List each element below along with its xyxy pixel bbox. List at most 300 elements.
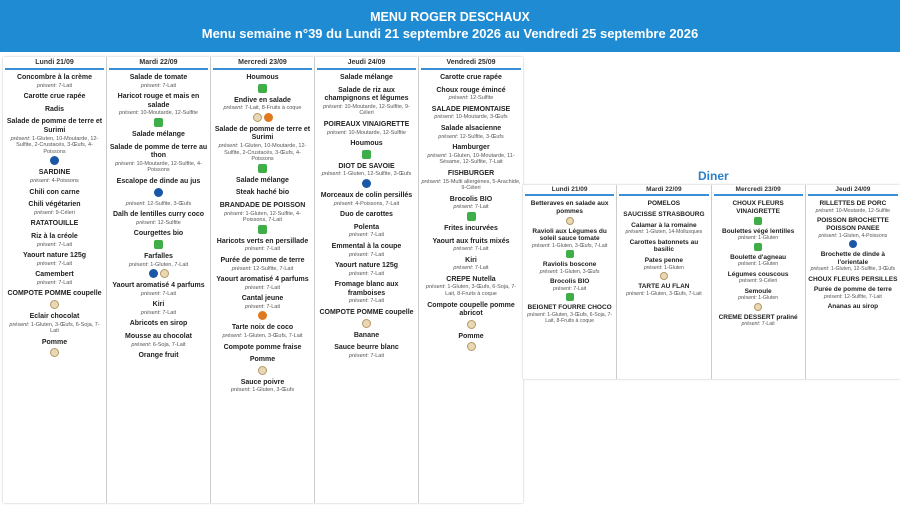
dish-list: [315, 70, 418, 359]
day-column: [315, 57, 419, 503]
dish-name: Haricot rouge et mais en salade: [117, 93, 200, 109]
dish-labels: [317, 150, 416, 159]
dish-name: Compote coupelle pomme abricot: [427, 301, 515, 318]
dish-allergens: présent: 7-Lait, 8-Fruits à coque: [223, 105, 302, 112]
menu-dish: [5, 271, 104, 286]
dish-allergens: présent: 7-Lait: [244, 246, 281, 253]
dish-name: RATATOUILLE: [30, 220, 79, 228]
menu-dish: [317, 309, 416, 328]
dish-name: FISHBURGER: [447, 169, 495, 177]
local-produce-icon: [754, 303, 762, 311]
present-label: présent: [425, 284, 445, 291]
ab-bio-icon: [754, 243, 762, 251]
menu-dish: [109, 320, 208, 329]
present-label: présent: [348, 298, 368, 305]
present-label: présent: [244, 246, 264, 253]
present-label: présent: [453, 204, 472, 211]
allergen-list: 9-Céleri: [55, 209, 75, 216]
present-label: présent: [348, 232, 368, 239]
menu-dish: [109, 211, 208, 226]
present-label: présent: [222, 333, 241, 340]
menu-dish: [808, 200, 898, 214]
menu-dish: [525, 261, 614, 275]
dish-list: [419, 70, 523, 351]
allergen-list: 1-Gluten, 3-Œufs, 6-Soja, 7-Lait, 8-Fruits à coque: [545, 312, 613, 325]
allergen-list: 1-Gluten, 12-Sulfite, 3-Œufs: [343, 171, 412, 178]
present-label: présent: [815, 207, 833, 214]
menu-dish: [5, 339, 104, 358]
dish-allergens: présent: 7-Lait: [36, 279, 73, 286]
dish-labels: [5, 156, 104, 165]
menu-dish: [213, 324, 312, 339]
local-produce-icon: [362, 319, 371, 328]
menu-dish: [5, 313, 104, 335]
menu-dish: [109, 253, 208, 278]
present-label: présent: [438, 133, 457, 140]
allergen-list: 7-Lait: [474, 265, 489, 272]
dish-allergens: présent: 7-Lait: [36, 82, 73, 89]
allergen-list: 7-Lait: [266, 246, 281, 253]
present-label: présent: [244, 284, 264, 291]
allergen-list: 4-Poissons, 7-Lait: [355, 200, 400, 207]
menu-dish: [213, 74, 312, 93]
dish-allergens: présent: 1-Gluten, 14-Mollusques: [625, 229, 703, 236]
dish-labels: [317, 319, 416, 328]
dish-allergens: présent: 7-Lait: [244, 284, 281, 291]
dish-name: Boulettes végé lentilles: [722, 227, 795, 235]
day-header: Jeudi 24/09: [808, 185, 898, 196]
dish-name: POMELOS: [647, 200, 681, 207]
dish-allergens: présent: 7-Lait: [453, 246, 489, 253]
allergen-list: 7-Lait: [162, 290, 177, 297]
menu-dish: [213, 189, 312, 198]
dish-allergens: présent: 7-Lait: [36, 241, 73, 248]
dish-name: Carotte crue rapée: [23, 93, 86, 101]
dish-allergens: présent: 7-Lait: [348, 270, 385, 277]
dish-allergens: présent: 12-Sulfite: [448, 95, 494, 102]
local-produce-icon: [50, 348, 59, 357]
allergen-list: 9-Céleri: [759, 278, 778, 285]
menu-dish: [317, 332, 416, 341]
menu-dish: [421, 238, 521, 253]
menu-dish: [109, 178, 208, 197]
french-origin-icon: [154, 188, 163, 197]
dish-name: Brocolis BIO: [549, 278, 590, 286]
menu-dish: [808, 276, 898, 284]
allergen-list: 7-Lait: [58, 82, 73, 89]
dish-allergens: présent: 12-Sulfite, 7-Lait: [823, 294, 882, 301]
menu-dish: [525, 278, 614, 301]
dish-name: Orange fruit: [138, 352, 179, 360]
menu-dish: [5, 189, 104, 198]
present-label: présent: [553, 286, 571, 293]
dish-allergens: présent: 9-Céleri: [738, 278, 778, 285]
dish-labels: [213, 84, 312, 93]
present-label: présent: [140, 290, 160, 297]
allergen-list: 7-Lait: [370, 251, 385, 258]
present-label: présent: [453, 246, 472, 253]
ab-bio-icon: [467, 212, 476, 221]
local-produce-icon: [660, 272, 668, 280]
menu-dish: [525, 200, 614, 225]
dish-allergens: présent: 10-Moutarde, 3-Œufs: [434, 114, 508, 121]
menu-dish: [421, 302, 521, 329]
present-label: présent: [244, 303, 264, 310]
dish-labels: [213, 113, 312, 122]
dish-name: Yaourt nature 125g: [22, 252, 87, 260]
dish-name: Sauce poivre: [240, 378, 285, 386]
present-label: présent: [30, 177, 49, 184]
ab-bio-icon: [566, 293, 574, 301]
dish-allergens: présent: 1-Gluten, 10-Moutarde, 11-Sésame, 12-Sulfite, 7-Lait: [427, 152, 515, 166]
menu-dish: [213, 257, 312, 272]
menu-dish: [109, 282, 208, 297]
dish-allergens: présent: 1-Gluten, 3-Œufs, 6-Soja, 7-Lait, 8-Fruits à coque: [425, 284, 517, 298]
menu-dish: [5, 233, 104, 248]
french-origin-icon: [50, 156, 59, 165]
menu-dish: [109, 352, 208, 361]
menu-dish: [421, 170, 521, 192]
dish-allergens: présent: 1-Gluten, 4-Poissons: [818, 232, 888, 239]
dish-allergens: présent: 10-Moutarde, 12-Sulfite: [327, 129, 406, 136]
allergen-list: 7-Lait: [162, 309, 177, 316]
dish-name: Semoule: [744, 287, 772, 295]
dish-name: SAUCISSE STRASBOURG: [623, 210, 705, 218]
menu-dish: [213, 126, 312, 173]
present-label: présent: [115, 160, 134, 167]
allergen-list: 7-Lait: [58, 279, 73, 286]
dish-name: Endive en salade: [234, 96, 291, 104]
menu-dish: [619, 239, 708, 255]
dish-list: [806, 196, 900, 311]
present-label: présent: [527, 312, 545, 319]
french-origin-icon: [149, 269, 158, 278]
menu-dish: [808, 251, 898, 273]
dish-allergens: présent: 4-Poissons, 7-Lait: [333, 200, 400, 207]
dish-allergens: présent: 1-Gluten, 3-Œufs: [539, 269, 600, 276]
present-label: présent: [218, 142, 237, 149]
dish-name: Camembert: [35, 271, 74, 279]
allergen-list: 7-Lait: [370, 352, 385, 359]
diner-title: Diner: [698, 169, 729, 183]
dish-name: Frites incurvées: [444, 224, 498, 232]
present-label: présent: [427, 152, 446, 159]
dish-labels: [213, 164, 312, 173]
day-column: [211, 57, 315, 503]
present-label: présent: [539, 269, 558, 276]
dish-name: Houmous: [350, 140, 383, 148]
allergen-list: 4-Poissons: [51, 177, 79, 184]
dish-allergens: présent: 1-Gluten, 3-Œufs, 7-Lait: [626, 290, 702, 297]
dish-labels: [109, 118, 208, 127]
menu-dish: [317, 344, 416, 359]
present-label: présent: [10, 135, 29, 142]
present-label: présent: [136, 219, 155, 226]
menu-dish: [5, 93, 104, 102]
allergen-list: 7-Lait: [573, 286, 587, 293]
allergen-list: 7-Lait: [58, 241, 73, 248]
present-label: présent: [626, 290, 644, 297]
present-label: présent: [321, 171, 341, 178]
menu-dish: [317, 224, 416, 239]
menu-dish: [421, 144, 521, 166]
present-label: présent: [119, 110, 138, 117]
dish-name: Dalh de lentilles curry coco: [112, 211, 205, 219]
ab-bio-icon: [566, 250, 574, 258]
present-label: présent: [348, 352, 368, 359]
dish-name: Banane: [353, 331, 380, 339]
present-label: présent: [34, 209, 53, 216]
dish-allergens: présent: 7-Lait: [453, 265, 489, 272]
dish-name: Ravioli aux Légumes du soleil sauce tomate: [532, 227, 607, 243]
menu-dish: [421, 87, 521, 102]
menu-dish: [421, 276, 521, 298]
dish-allergens: présent: 10-Moutarde, 12-Sulfite, 9-Céleri: [323, 103, 410, 117]
dish-allergens: présent: 7-Lait: [348, 298, 385, 305]
allergen-list: 7-Lait: [266, 284, 281, 291]
allergen-list: 10-Moutarde, 3-Œufs: [455, 114, 508, 121]
dish-name: Ananas au sirop: [827, 303, 879, 311]
allergen-list: 7-Lait, 8-Fruits à coque: [244, 105, 302, 112]
allergen-list: 1-Gluten, 3-Œufs, 6-Soja, 7-Lait: [30, 321, 100, 335]
menu-dish: [808, 217, 898, 248]
dish-name: CREPE Nutella: [446, 275, 496, 283]
menu-dish: [714, 254, 803, 268]
dish-name: Mousse au chocolat: [125, 333, 192, 341]
dish-allergens: présent: 1-Gluten: [738, 261, 779, 268]
dish-allergens: présent: 12-Sulfite, 7-Lait: [231, 265, 294, 272]
menu-dish: [213, 202, 312, 234]
present-label: présent: [348, 270, 368, 277]
allergen-list: 1-Gluten, 3-Œufs, 7-Lait: [243, 333, 303, 340]
dish-allergens: présent: 7-Lait: [36, 260, 73, 267]
dish-labels: [109, 240, 208, 249]
dish-allergens: présent: 7-Lait: [140, 309, 177, 316]
dish-allergens: présent: 1-Gluten, 10-Moutarde, 12-Sulfite, 2-Crustacés, 3-Œufs, 4-Poissons: [10, 135, 99, 155]
dish-name: Sauce beurre blanc: [334, 344, 399, 352]
menu-dish: [213, 276, 312, 291]
menu-dish: [421, 74, 521, 83]
menu-dish: [213, 356, 312, 375]
present-label: présent: [434, 114, 453, 121]
dish-allergens: présent: 1-Gluten: [738, 295, 779, 302]
present-label: présent: [738, 295, 756, 302]
dish-labels: [714, 303, 803, 311]
allergen-list: 1-Gluten, 12-Sulfite, 3-Œufs: [830, 266, 896, 273]
present-label: présent: [128, 261, 148, 268]
present-label: présent: [818, 232, 836, 239]
dish-labels: [421, 342, 521, 351]
dish-allergens: présent: 1-Gluten, 3-Œufs, 6-Soja, 7-Lait: [9, 321, 100, 335]
dish-name: Duo de carottes: [340, 211, 393, 219]
dish-name: Salade de pomme de terre et Surimi: [6, 118, 103, 134]
allergen-list: 1-Gluten, 10-Moutarde, 12-Sulfite, 2-Crustacés, 3-Œufs, 4-Poissons: [224, 142, 307, 163]
present-label: présent: [333, 200, 353, 207]
dish-labels: [5, 300, 104, 309]
menu-dish: [5, 169, 104, 184]
dish-allergens: présent: 1-Gluten, 3-Œufs, 7-Lait: [531, 243, 608, 250]
allergen-list: 7-Lait: [58, 260, 73, 267]
menu-dish: [109, 144, 208, 174]
menu-dish: [213, 97, 312, 122]
dish-name: Eclair chocolat: [29, 313, 80, 321]
menu-week-subtitle: Menu semaine n°39 du Lundi 21 septembre 2026 au Vendredi 25 septembre 2026: [201, 26, 699, 41]
allergen-list: 1-Gluten, 14-Mollusques: [645, 229, 703, 236]
present-label: présent: [738, 278, 757, 285]
allergen-list: 1-Gluten, 3-Œufs, 6-Soja, 7-Lait, 8-Fruits à coque: [445, 284, 517, 298]
dish-name: Salade de pomme de terre et Surimi: [214, 125, 311, 142]
dish-name: Morceaux de colin persillés: [320, 191, 413, 199]
dish-labels: [317, 179, 416, 188]
menu-dish: [619, 222, 708, 236]
dish-allergens: présent: 7-Lait: [453, 204, 489, 211]
day-column: [3, 57, 107, 503]
dish-allergens: présent: 15-Multi allergènes, 5-Arachide, 9-Céleri: [421, 178, 521, 192]
allergen-list: 10-Moutarde, 12-Sulfite, 4-Poissons: [136, 160, 202, 174]
present-label: présent: [823, 294, 842, 301]
allergen-list: 12-Sulfite, 7-Lait: [844, 294, 882, 301]
french-origin-icon: [362, 179, 371, 188]
day-header: Jeudi 24/09: [317, 57, 416, 70]
dish-allergens: présent: 7-Lait: [348, 232, 385, 239]
menu-dish: [714, 288, 803, 311]
local-produce-icon: [258, 366, 267, 375]
dish-name: TARTE AU FLAN: [638, 283, 690, 291]
dish-labels: [619, 272, 708, 280]
present-label: présent: [140, 309, 160, 316]
menu-dish: [525, 228, 614, 259]
day-column: [107, 57, 211, 503]
day-column: [523, 185, 617, 379]
menu-dish: [317, 243, 416, 258]
dish-name: Tarte noix de coco: [231, 324, 294, 332]
day-column: [617, 185, 711, 379]
allergen-list: 12-Sulfite, 3-Œufs: [459, 133, 504, 140]
dish-name: Farfalles: [144, 252, 173, 260]
menu-dish: [213, 344, 312, 353]
allergen-list: 10-Moutarde, 12-Sulfite: [835, 207, 891, 214]
dish-labels: [714, 243, 803, 251]
allergen-list: 1-Gluten, 7-Lait: [150, 261, 189, 268]
present-label: présent: [738, 235, 756, 242]
dish-name: Pomme: [41, 338, 68, 346]
local-produce-icon: [566, 217, 574, 225]
dish-labels: [714, 217, 803, 225]
allergen-list: 1-Gluten, 3-Œufs, 7-Lait: [552, 243, 608, 250]
dish-name: CHOUX FLEURS PERSILLES: [808, 275, 898, 283]
allergen-list: 12-Sulfite: [470, 95, 494, 102]
dish-name: POISSON BROCHETTE POISSON PANEE: [816, 217, 889, 232]
menu-dish: [714, 314, 803, 328]
allergen-list: 1-Gluten, 3-Œufs: [559, 269, 600, 276]
allergen-list: 1-Gluten, 12-Sulfite, 4-Poissons, 7-Lait: [242, 210, 301, 224]
dish-list: [617, 196, 710, 297]
dish-allergens: présent: 10-Moutarde, 12-Sulfite: [815, 207, 891, 214]
allergen-list: 1-Gluten, 3-Œufs: [252, 387, 295, 394]
dish-labels: [421, 212, 521, 221]
dish-name: Pomme: [249, 356, 276, 364]
dish-name: DIOT DE SAVOIE: [338, 162, 395, 170]
dish-name: Houmous: [246, 74, 279, 81]
dish-allergens: présent: 1-Gluten: [643, 264, 684, 271]
present-label: présent: [231, 265, 251, 272]
dish-name: Purée de pomme de terre: [220, 256, 305, 264]
menu-dish: [109, 93, 208, 127]
dish-name: Calamar à la romaine: [631, 221, 697, 229]
dish-allergens: présent: 1-Gluten, 7-Lait: [128, 261, 189, 268]
dish-name: Polenta: [353, 223, 380, 231]
menu-dish: [619, 257, 708, 280]
day-header: Lundi 21/09: [525, 185, 614, 196]
dish-name: Yaourt aromatisé 4 parfums: [112, 282, 205, 290]
menu-dish: [213, 238, 312, 253]
dish-name: Yaourt aux fruits mixés: [432, 237, 510, 245]
dish-labels: [421, 320, 521, 329]
dish-list: [107, 70, 210, 361]
dish-name: Salade mélange: [236, 176, 289, 184]
menu-dish: [421, 106, 521, 121]
quality-label-icon: [258, 311, 267, 320]
menu-dish: [109, 333, 208, 348]
quality-label-icon: [264, 113, 273, 122]
dish-allergens: présent: 1-Gluten, 10-Moutarde, 12-Sulfite, 2-Crustacés, 3-Œufs, 4-Poissons: [218, 142, 307, 163]
diner-menu-grid: [523, 185, 900, 379]
present-label: présent: [323, 103, 342, 110]
dish-name: Radis: [44, 105, 65, 113]
dish-name: Boulette d'agneau: [730, 253, 787, 261]
allergen-list: 7-Lait: [266, 303, 281, 310]
menu-dish: [213, 177, 312, 186]
dish-name: Brochette de dinde à l'orientale: [820, 250, 886, 266]
ab-bio-icon: [754, 217, 762, 225]
day-header: Vendredi 25/09: [421, 57, 521, 70]
menu-dish: [421, 196, 521, 221]
dish-name: COMPOTE POMME coupelle: [319, 309, 414, 317]
day-header: Mardi 22/09: [109, 57, 208, 70]
dish-name: CHOUX FLEURS VINAIGRETTE: [732, 200, 784, 215]
local-produce-icon: [253, 113, 262, 122]
allergen-list: 10-Moutarde, 12-Sulfite, 9-Céleri: [344, 103, 410, 117]
present-label: présent: [643, 264, 662, 271]
allergen-list: 1-Gluten, 3-Œufs, 7-Lait: [646, 290, 702, 297]
day-header: Mercredi 23/09: [714, 185, 803, 196]
dish-allergens: présent: 1-Gluten, 3-Œufs, 6-Soja, 7-Lait, 8-Fruits à coque: [527, 312, 613, 325]
local-produce-icon: [467, 342, 476, 351]
dish-name: POIREAUX VINAIGRETTE: [323, 120, 410, 128]
menu-dish: [421, 333, 521, 352]
menu-dish: [619, 200, 708, 208]
dish-allergens: présent: 9-Céleri: [34, 209, 75, 216]
present-label: présent: [741, 321, 759, 328]
allergen-list: 10-Moutarde, 12-Sulfite: [140, 110, 198, 117]
present-label: présent: [140, 82, 160, 89]
menu-dish: [5, 201, 104, 216]
dish-labels: [109, 269, 208, 278]
present-label: présent: [230, 387, 250, 394]
day-header: Mardi 22/09: [619, 185, 708, 196]
dish-name: SARDINE: [38, 169, 71, 177]
dish-allergens: présent: 7-Lait: [741, 321, 775, 328]
menu-dish: [5, 106, 104, 115]
menu-dish: [317, 121, 416, 136]
dish-name: Pomme: [458, 332, 484, 340]
dish-name: Chili végétarien: [28, 201, 81, 209]
menu-dish: [317, 87, 416, 117]
menu-dish: [213, 379, 312, 394]
dish-labels: [213, 366, 312, 375]
dish-name: Steak haché bio: [235, 189, 290, 197]
dish-name: Concombre à la crème: [16, 74, 93, 81]
